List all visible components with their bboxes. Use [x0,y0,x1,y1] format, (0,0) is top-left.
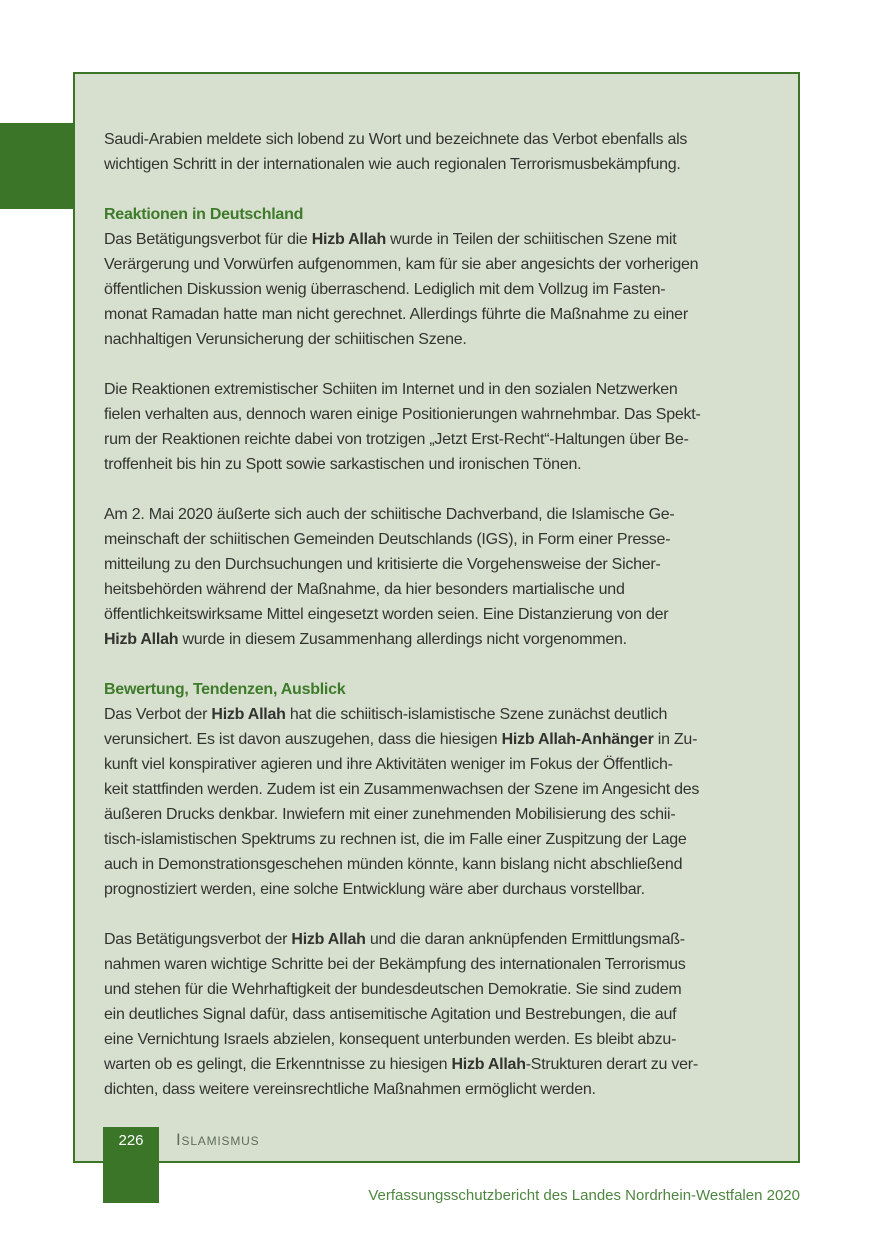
body-text [104,127,774,1102]
report-title-footer: Verfassungsschutzbericht des Landes Nordrhein-Westfalen 2020 [368,1187,800,1204]
section-label: Islamismus [176,1130,260,1149]
paragraph-igs-pressemitteilung: Am 2. Mai 2020 äußerte sich auch der schiitische Dachverband, die Islamische Ge- meinschaft der schiitischen Gemeinden Deutschlands (IGS), in Form einer Presse- mitteilung zu den Durchsuchungen und kritisierte die Vorgehensweise der Sicher- heitsbehörden während der Maßnahme, da hier besonders martialische und öffentlichkeitswirksame Mittel eingesetzt worden seien. Eine Distanzierung von der Hizb Allah wurde in diesem Zusammenhang allerdings nicht vorgenommen. [104,506,675,648]
paragraph-reaktionen-internet: Die Reaktionen extremistischer Schiiten im Internet und in den sozialen Netzwerken fielen verhalten aus, dennoch waren einige Positionierungen wahrnehmbar. Das Spekt- rum der Reaktionen reichte dabei von trotzigen „Jetzt Erst-Recht“-Haltungen über Be- troffenheit bis hin zu Spott sowie sarkastischen und ironischen Tönen. [104,381,701,473]
content-panel [73,72,800,1163]
page-number: 226 [118,1132,144,1149]
paragraph-verbot-bewertung: Das Verbot der Hizb Allah hat die schiitisch-islamistische Szene zunächst deutlich verunsichert. Es ist davon auszugehen, dass die hiesigen Hizb Allah-Anhänger in Zu- kunft viel konspirativer agieren und ihre Aktivitäten weniger im Fokus der Öffentlich- keit stattfinden werden. Zudem ist ein Zusammenwachsen der Szene im Angesicht des äußeren Drucks denkbar. Inwiefern mit einer zunehmenden Mobilisierung des schii- tisch-islamistischen Spektrums zu rechnen ist, die im Falle einer Zuspitzung der Lage auch in Demonstrationsgeschehen münden könnte, kann bislang nicht abschließend prognostiziert werden, eine solche Entwicklung wäre aber durchaus vorstellbar. [104,706,700,898]
paragraph-saudi-arabien: Saudi-Arabien meldete sich lobend zu Wort und bezeichnete das Verbot ebenfalls als wichtigen Schritt in der internationalen wie auch regionalen Terrorismusbekämpfung. [104,131,688,173]
section-heading-reaktionen: Reaktionen in Deutschland [104,206,304,223]
paragraph-ermittlungsmassnahmen: Das Betätigungsverbot der Hizb Allah und die daran anknüpfenden Ermittlungsmaß- nahmen waren wichtige Schritte bei der Bekämpfung des internationalen Terrorismus und stehen für die Wehrhaftigkeit der bundesdeutschen Demokratie. Sie sind zudem ein deutliches Signal dafür, dass antisemitische Agitation und Bestrebungen, die auf eine Vernichtung Israels abzielen, konsequent unterbunden werden. Es bleibt abzu- warten ob es gelingt, die Erkenntnisse zu hiesigen Hizb Allah-Strukturen derart zu ver- dichten, dass weitere vereinsrechtliche Maßnahmen ermöglicht werden. [104,931,698,1098]
page-number-badge [103,1127,159,1203]
chapter-side-tab [0,123,73,209]
paragraph-betaetigungsverbot: Das Betätigungsverbot für die Hizb Allah wurde in Teilen der schiitischen Szene mit Verärgerung und Vorwürfen aufgenommen, kam für sie aber angesichts der vorherigen öffentlichen Diskussion wenig überraschend. Lediglich mit dem Vollzug im Fasten- monat Ramadan hatte man nicht gerechnet. Allerdings führte die Maßnahme zu einer nachhaltigen Verunsicherung der schiitischen Szene. [104,231,699,348]
section-heading-bewertung: Bewertung, Tendenzen, Ausblick [104,681,346,698]
